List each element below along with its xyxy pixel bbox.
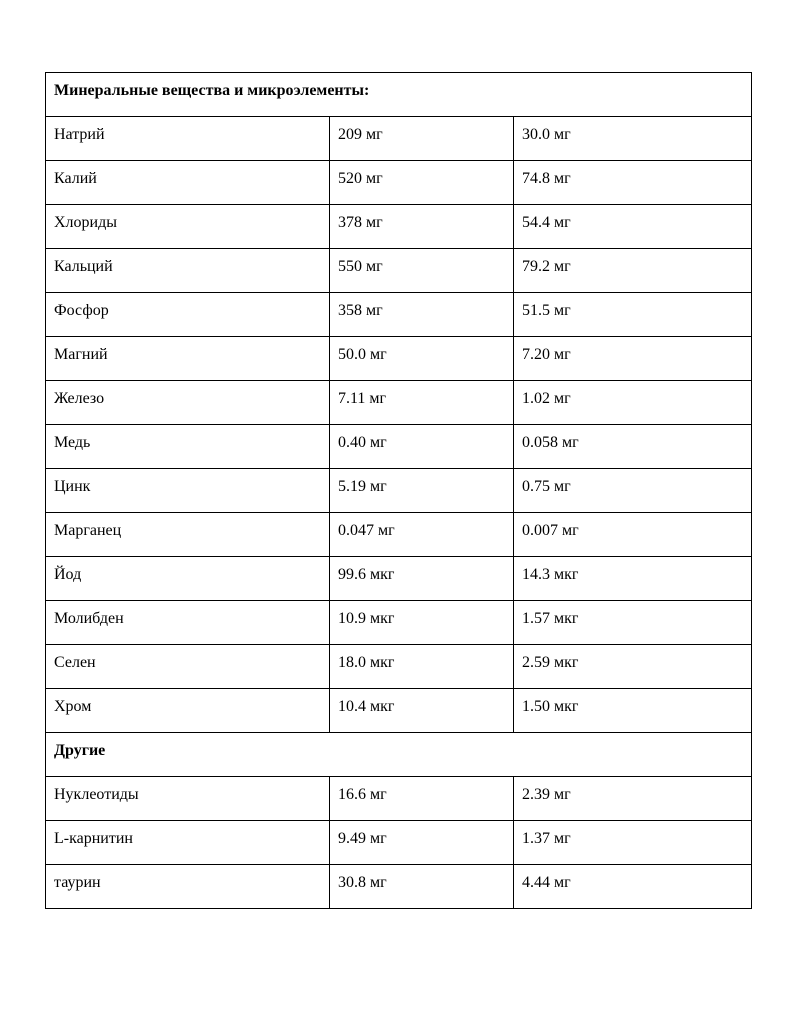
table-row: [46, 865, 752, 909]
table-row: [46, 117, 752, 161]
section-heading: Другие: [46, 733, 752, 777]
nutrition-table-body: [46, 73, 752, 909]
table-row: [46, 249, 752, 293]
nutrient-value-2: 7.20 мг: [514, 337, 752, 381]
nutrient-value-1: 99.6 мкг: [330, 557, 514, 601]
nutrient-name: Кальций: [46, 249, 330, 293]
nutrient-name: Цинк: [46, 469, 330, 513]
nutrient-name: Магний: [46, 337, 330, 381]
nutrient-value-2: 1.57 мкг: [514, 601, 752, 645]
nutrient-name: L-карнитин: [46, 821, 330, 865]
table-row: [46, 601, 752, 645]
nutrient-name: Селен: [46, 645, 330, 689]
nutrient-value-2: 79.2 мг: [514, 249, 752, 293]
section-heading-row: [46, 73, 752, 117]
nutrient-value-1: 10.4 мкг: [330, 689, 514, 733]
nutrient-value-1: 378 мг: [330, 205, 514, 249]
nutrient-value-2: 1.02 мг: [514, 381, 752, 425]
nutrient-name: Хром: [46, 689, 330, 733]
nutrient-value-2: 51.5 мг: [514, 293, 752, 337]
nutrient-value-2: 0.058 мг: [514, 425, 752, 469]
table-row: [46, 381, 752, 425]
nutrient-value-2: 4.44 мг: [514, 865, 752, 909]
nutrient-value-1: 209 мг: [330, 117, 514, 161]
nutrient-value-2: 1.50 мкг: [514, 689, 752, 733]
table-row: [46, 645, 752, 689]
nutrient-value-1: 7.11 мг: [330, 381, 514, 425]
nutrient-value-1: 358 мг: [330, 293, 514, 337]
nutrient-value-1: 9.49 мг: [330, 821, 514, 865]
nutrient-value-1: 5.19 мг: [330, 469, 514, 513]
section-heading: Минеральные вещества и микроэлементы:: [46, 73, 752, 117]
table-row: [46, 425, 752, 469]
nutrition-table: [45, 72, 752, 909]
nutrient-value-1: 550 мг: [330, 249, 514, 293]
nutrient-name: Медь: [46, 425, 330, 469]
nutrient-value-2: 2.39 мг: [514, 777, 752, 821]
table-row: [46, 337, 752, 381]
nutrient-name: Фосфор: [46, 293, 330, 337]
nutrient-value-2: 54.4 мг: [514, 205, 752, 249]
nutrient-value-2: 0.007 мг: [514, 513, 752, 557]
table-row: [46, 161, 752, 205]
nutrient-value-1: 16.6 мг: [330, 777, 514, 821]
nutrient-value-1: 50.0 мг: [330, 337, 514, 381]
table-row: [46, 205, 752, 249]
table-row: [46, 689, 752, 733]
nutrient-value-2: 74.8 мг: [514, 161, 752, 205]
nutrient-value-2: 0.75 мг: [514, 469, 752, 513]
nutrient-value-1: 520 мг: [330, 161, 514, 205]
section-heading-row: [46, 733, 752, 777]
nutrient-value-2: 30.0 мг: [514, 117, 752, 161]
nutrient-value-1: 0.047 мг: [330, 513, 514, 557]
nutrient-name: Натрий: [46, 117, 330, 161]
nutrient-name: Калий: [46, 161, 330, 205]
nutrient-name: Нуклеотиды: [46, 777, 330, 821]
nutrient-value-1: 0.40 мг: [330, 425, 514, 469]
nutrient-value-2: 14.3 мкг: [514, 557, 752, 601]
nutrient-name: Железо: [46, 381, 330, 425]
nutrient-name: Марганец: [46, 513, 330, 557]
table-row: [46, 557, 752, 601]
nutrient-name: Молибден: [46, 601, 330, 645]
nutrient-name: Йод: [46, 557, 330, 601]
nutrient-value-1: 10.9 мкг: [330, 601, 514, 645]
table-row: [46, 293, 752, 337]
nutrient-value-2: 1.37 мг: [514, 821, 752, 865]
table-row: [46, 513, 752, 557]
nutrient-value-1: 18.0 мкг: [330, 645, 514, 689]
nutrient-name: таурин: [46, 865, 330, 909]
table-row: [46, 469, 752, 513]
table-row: [46, 777, 752, 821]
table-row: [46, 821, 752, 865]
nutrient-value-2: 2.59 мкг: [514, 645, 752, 689]
nutrient-name: Хлориды: [46, 205, 330, 249]
nutrient-value-1: 30.8 мг: [330, 865, 514, 909]
